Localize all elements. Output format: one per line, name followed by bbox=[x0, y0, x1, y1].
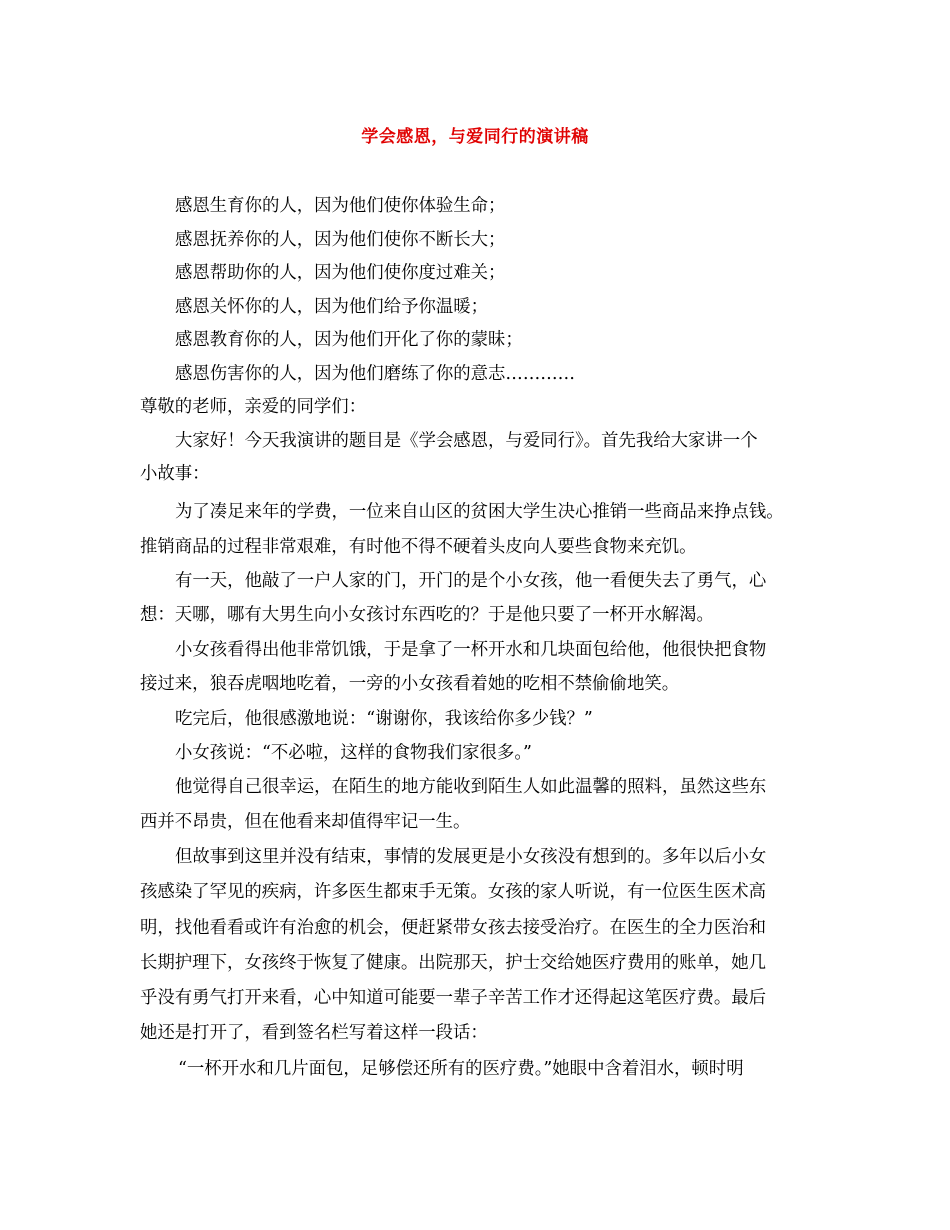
paragraph-line: 小女孩说：“不必啦，这样的食物我们家很多。” bbox=[175, 743, 532, 763]
paragraph-line: 明，找他看看或许有治愈的机会，便赶紧带女孩去接受治疗。在医生的全力医治和 bbox=[140, 918, 767, 938]
paragraph-line: 但故事到这里并没有结束，事情的发展更是小女孩没有想到的。多年以后小女 bbox=[175, 847, 767, 867]
paragraph-line: 感恩关怀你的人，因为他们给予你温暖； bbox=[175, 297, 489, 317]
paragraph-line: 吃完后，他很感激地说：“谢谢你，我该给你多少钱？” bbox=[175, 709, 593, 729]
paragraph-line: 感恩帮助你的人，因为他们使你度过难关； bbox=[175, 263, 506, 283]
paragraph-line: 感恩教育你的人，因为他们开化了你的蒙昧； bbox=[175, 330, 523, 350]
paragraph-line: 为了凑足来年的学费，一位来自山区的贫困大学生决心推销一些商品来挣点钱。 bbox=[175, 502, 784, 522]
paragraph-line: 孩感染了罕见的疾病，许多医生都束手无策。女孩的家人听说，有一位医生医术高 bbox=[140, 882, 767, 902]
paragraph-line: 长期护理下，女孩终于恢复了健康。出院那天，护士交给她医疗费用的账单，她几 bbox=[140, 953, 767, 973]
paragraph-line: 感恩抚养你的人，因为他们使你不断长大； bbox=[175, 230, 506, 250]
paragraph-line: 尊敬的老师，亲爱的同学们： bbox=[140, 397, 367, 417]
paragraph-line: 乎没有勇气打开来看，心中知道可能要一辈子辛苦工作才还得起这笔医疗费。最后 bbox=[140, 988, 767, 1008]
paragraph-line: 小女孩看得出他非常饥饿，于是拿了一杯开水和几块面包给他，他很快把食物 bbox=[175, 640, 767, 660]
paragraph-line: 感恩伤害你的人，因为他们磨练了你的意志………… bbox=[175, 364, 575, 384]
paragraph-line: 小故事： bbox=[140, 464, 210, 484]
paragraph-line: 他觉得自己很幸运，在陌生的地方能收到陌生人如此温馨的照料，虽然这些东 bbox=[175, 777, 767, 797]
document-title: 学会感恩，与爱同行的演讲稿 bbox=[361, 127, 589, 147]
paragraph-line: 接过来，狼吞虎咽地吃着，一旁的小女孩看着她的吃相不禁偷偷地笑。 bbox=[140, 674, 680, 694]
paragraph-line: 大家好！今天我演讲的题目是《学会感恩，与爱同行》。首先我给大家讲一个 bbox=[175, 431, 758, 451]
paragraph-line: 想：天哪，哪有大男生向小女孩讨东西吃的？于是他只要了一杯开水解渴。 bbox=[140, 605, 714, 625]
paragraph-line: 感恩生育你的人，因为他们使你体验生命； bbox=[175, 196, 506, 216]
paragraph-line: “一杯开水和几片面包，足够偿还所有的医疗费。”她眼中含着泪水，顿时明 bbox=[178, 1059, 744, 1079]
paragraph-line: 西并不昂贵，但在他看来却值得牢记一生。 bbox=[140, 812, 471, 832]
paragraph-line: 有一天，他敲了一户人家的门，开门的是个小女孩，他一看便失去了勇气，心 bbox=[175, 571, 767, 591]
paragraph-line: 推销商品的过程非常艰难，有时他不得不硬着头皮向人要些食物来充饥。 bbox=[140, 537, 697, 557]
paragraph-line: 她还是打开了，看到签名栏写着这样一段话： bbox=[140, 1023, 488, 1043]
